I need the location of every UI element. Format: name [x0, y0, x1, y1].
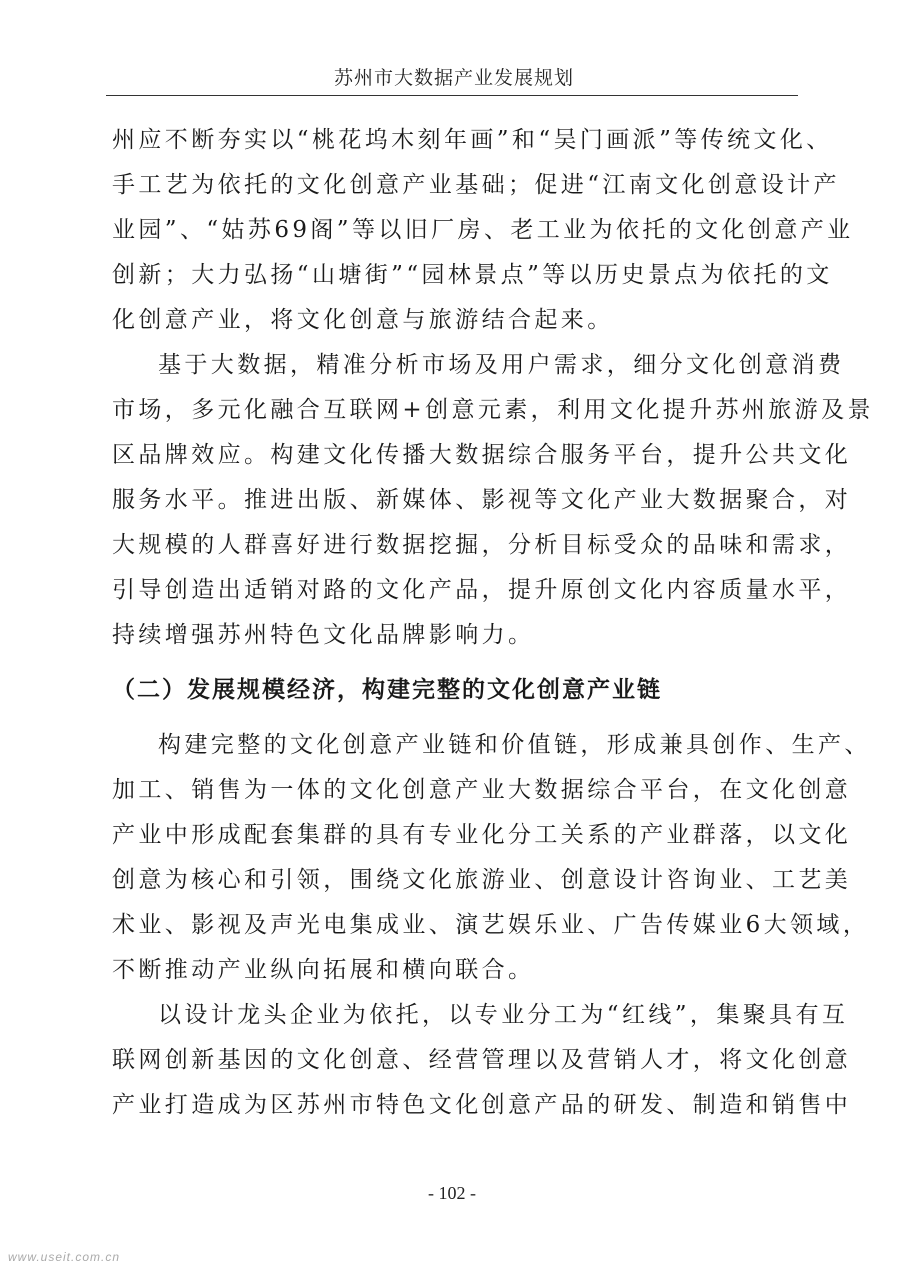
header-divider: [106, 95, 798, 96]
paragraph-line: 化创意产业，将文化创意与旅游结合起来。: [112, 307, 614, 333]
paragraph-line: 不断推动产业纵向拓展和横向联合。: [112, 957, 535, 983]
paragraph-line: 州应不断夯实以“桃花坞木刻年画”和“吴门画派”等传统文化、: [112, 127, 833, 153]
paragraph-line: 大规模的人群喜好进行数据挖掘，分析目标受众的品味和需求，: [112, 532, 852, 558]
paragraph-line: 以设计龙头企业为依托，以专业分工为“红线”，集聚具有互: [158, 1002, 849, 1028]
paragraph-line: 构建完整的文化创意产业链和价值链，形成兼具创作、生产、: [158, 732, 871, 758]
page-header-title: 苏州市大数据产业发展规划: [333, 67, 574, 89]
paragraph-line: 市场，多元化融合互联网+创意元素，利用文化提升苏州旅游及景: [112, 397, 874, 423]
paragraph-line: 创新；大力弘扬“山塘街”“园林景点”等以历史景点为依托的文: [112, 262, 833, 288]
paragraph-line: 术业、影视及声光电集成业、演艺娱乐业、广告传媒业6大领域，: [112, 912, 870, 938]
paragraph-line: 加工、销售为一体的文化创意产业大数据综合平台，在文化创意: [112, 777, 852, 803]
paragraph-line: 创意为核心和引领，围绕文化旅游业、创意设计咨询业、工艺美: [112, 867, 852, 893]
paragraph-line: 产业打造成为区苏州市特色文化创意产品的研发、制造和销售中: [112, 1092, 852, 1118]
paragraph-line: 产业中形成配套集群的具有专业化分工关系的产业群落，以文化: [112, 822, 852, 848]
document-body: [112, 118, 874, 1128]
section-heading: （二）发展规模经济，构建完整的文化创意产业链: [112, 677, 662, 703]
page-number: - 102 -: [428, 1183, 476, 1203]
paragraph-line: 手工艺为依托的文化创意产业基础；促进“江南文化创意设计产: [112, 172, 840, 198]
paragraph-line: 区品牌效应。构建文化传播大数据综合服务平台，提升公共文化: [112, 442, 852, 468]
paragraph-line: 持续增强苏州特色文化品牌影响力。: [112, 622, 535, 648]
paragraph-line: 基于大数据，精准分析市场及用户需求，细分文化创意消费: [158, 352, 845, 378]
paragraph-line: 服务水平。推进出版、新媒体、影视等文化产业大数据聚合，对: [112, 487, 852, 513]
paragraph-line: 引导创造出适销对路的文化产品，提升原创文化内容质量水平，: [112, 577, 852, 603]
paragraph-line: 联网创新基因的文化创意、经营管理以及营销人才，将文化创意: [112, 1047, 852, 1073]
paragraph-line: 业园”、“姑苏69阁”等以旧厂房、老工业为依托的文化创意产业: [112, 217, 854, 243]
watermark-text: www.useit.com.cn: [8, 1250, 121, 1264]
